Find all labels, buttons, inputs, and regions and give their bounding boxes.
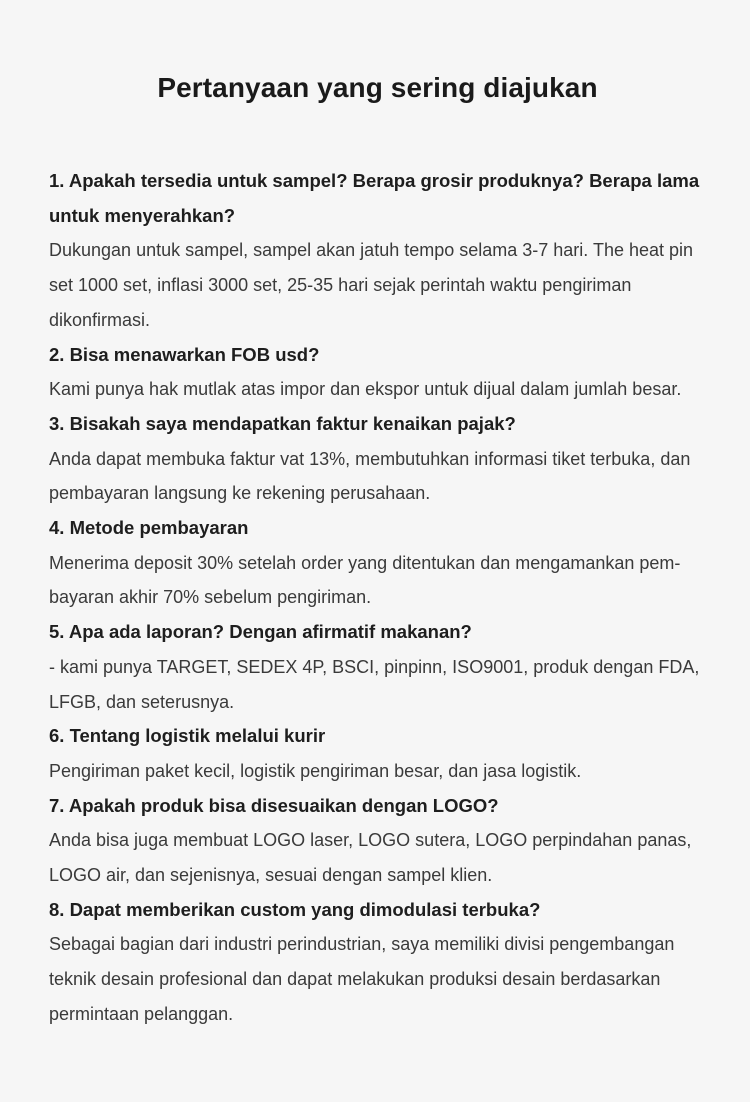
faq-question: 5. Apa ada laporan? Dengan afirmatif makanan? — [49, 621, 472, 643]
faq-answer: Menerima deposit 30% setelah order yang ditentukan dan mengamankan pem-bayaran akhir 70% sebelum pengiriman. — [49, 552, 681, 608]
faq-question: 1. Apakah tersedia untuk sampel? Berapa grosir produknya? Berapa lama untuk menyerahkan? — [49, 170, 700, 226]
faq-list — [49, 164, 706, 1032]
faq-item — [49, 407, 706, 511]
faq-item — [49, 164, 706, 338]
faq-answer: Kami punya hak mutlak atas impor dan ekspor untuk dijual dalam jumlah besar. — [49, 379, 682, 400]
faq-answer: Sebagai bagian dari industri perindustrian, saya memiliki divisi pengembangan teknik desain profesional dan dapat melakukan produksi desain berdasarkan permintaan pelanggan. — [49, 934, 675, 1024]
faq-question: 3. Bisakah saya mendapatkan faktur kenaikan pajak? — [49, 412, 516, 434]
faq-answer: Pengiriman paket kecil, logistik pengiriman besar, dan jasa logistik. — [49, 760, 582, 781]
faq-item — [49, 789, 706, 893]
faq-item — [49, 719, 706, 788]
faq-question: 8. Dapat memberikan custom yang dimodulasi terbuka? — [49, 898, 541, 920]
faq-answer: Anda bisa juga membuat LOGO laser, LOGO sutera, LOGO perpindahan panas, LOGO air, dan sejenisnya, sesuai dengan sampel klien. — [49, 830, 692, 886]
faq-answer: - kami punya TARGET, SEDEX 4P, BSCI, pinpinn, ISO9001, produk dengan FDA, LFGB, dan seterusnya. — [49, 656, 700, 712]
faq-item — [49, 511, 706, 615]
faq-answer: Anda dapat membuka faktur vat 13%, membutuhkan informasi tiket terbuka, dan pembayaran langsung ke rekening perusahaan. — [49, 448, 691, 504]
faq-item — [49, 893, 706, 1032]
faq-question: 7. Apakah produk bisa disesuaikan dengan LOGO? — [49, 794, 499, 816]
faq-answer: Dukungan untuk sampel, sampel akan jatuh tempo selama 3-7 hari. The heat pin set 1000 set, inflasi 3000 set, 25-35 hari sejak perintah waktu pengiriman dikonfirmasi. — [49, 240, 694, 330]
faq-item — [49, 615, 706, 719]
faq-question: 6. Tentang logistik melalui kurir — [49, 725, 326, 747]
faq-question: 2. Bisa menawarkan FOB usd? — [49, 343, 320, 365]
page-title: Pertanyaan yang sering diajukan — [157, 72, 598, 103]
faq-item — [49, 338, 706, 407]
faq-question: 4. Metode pembayaran — [49, 517, 249, 539]
